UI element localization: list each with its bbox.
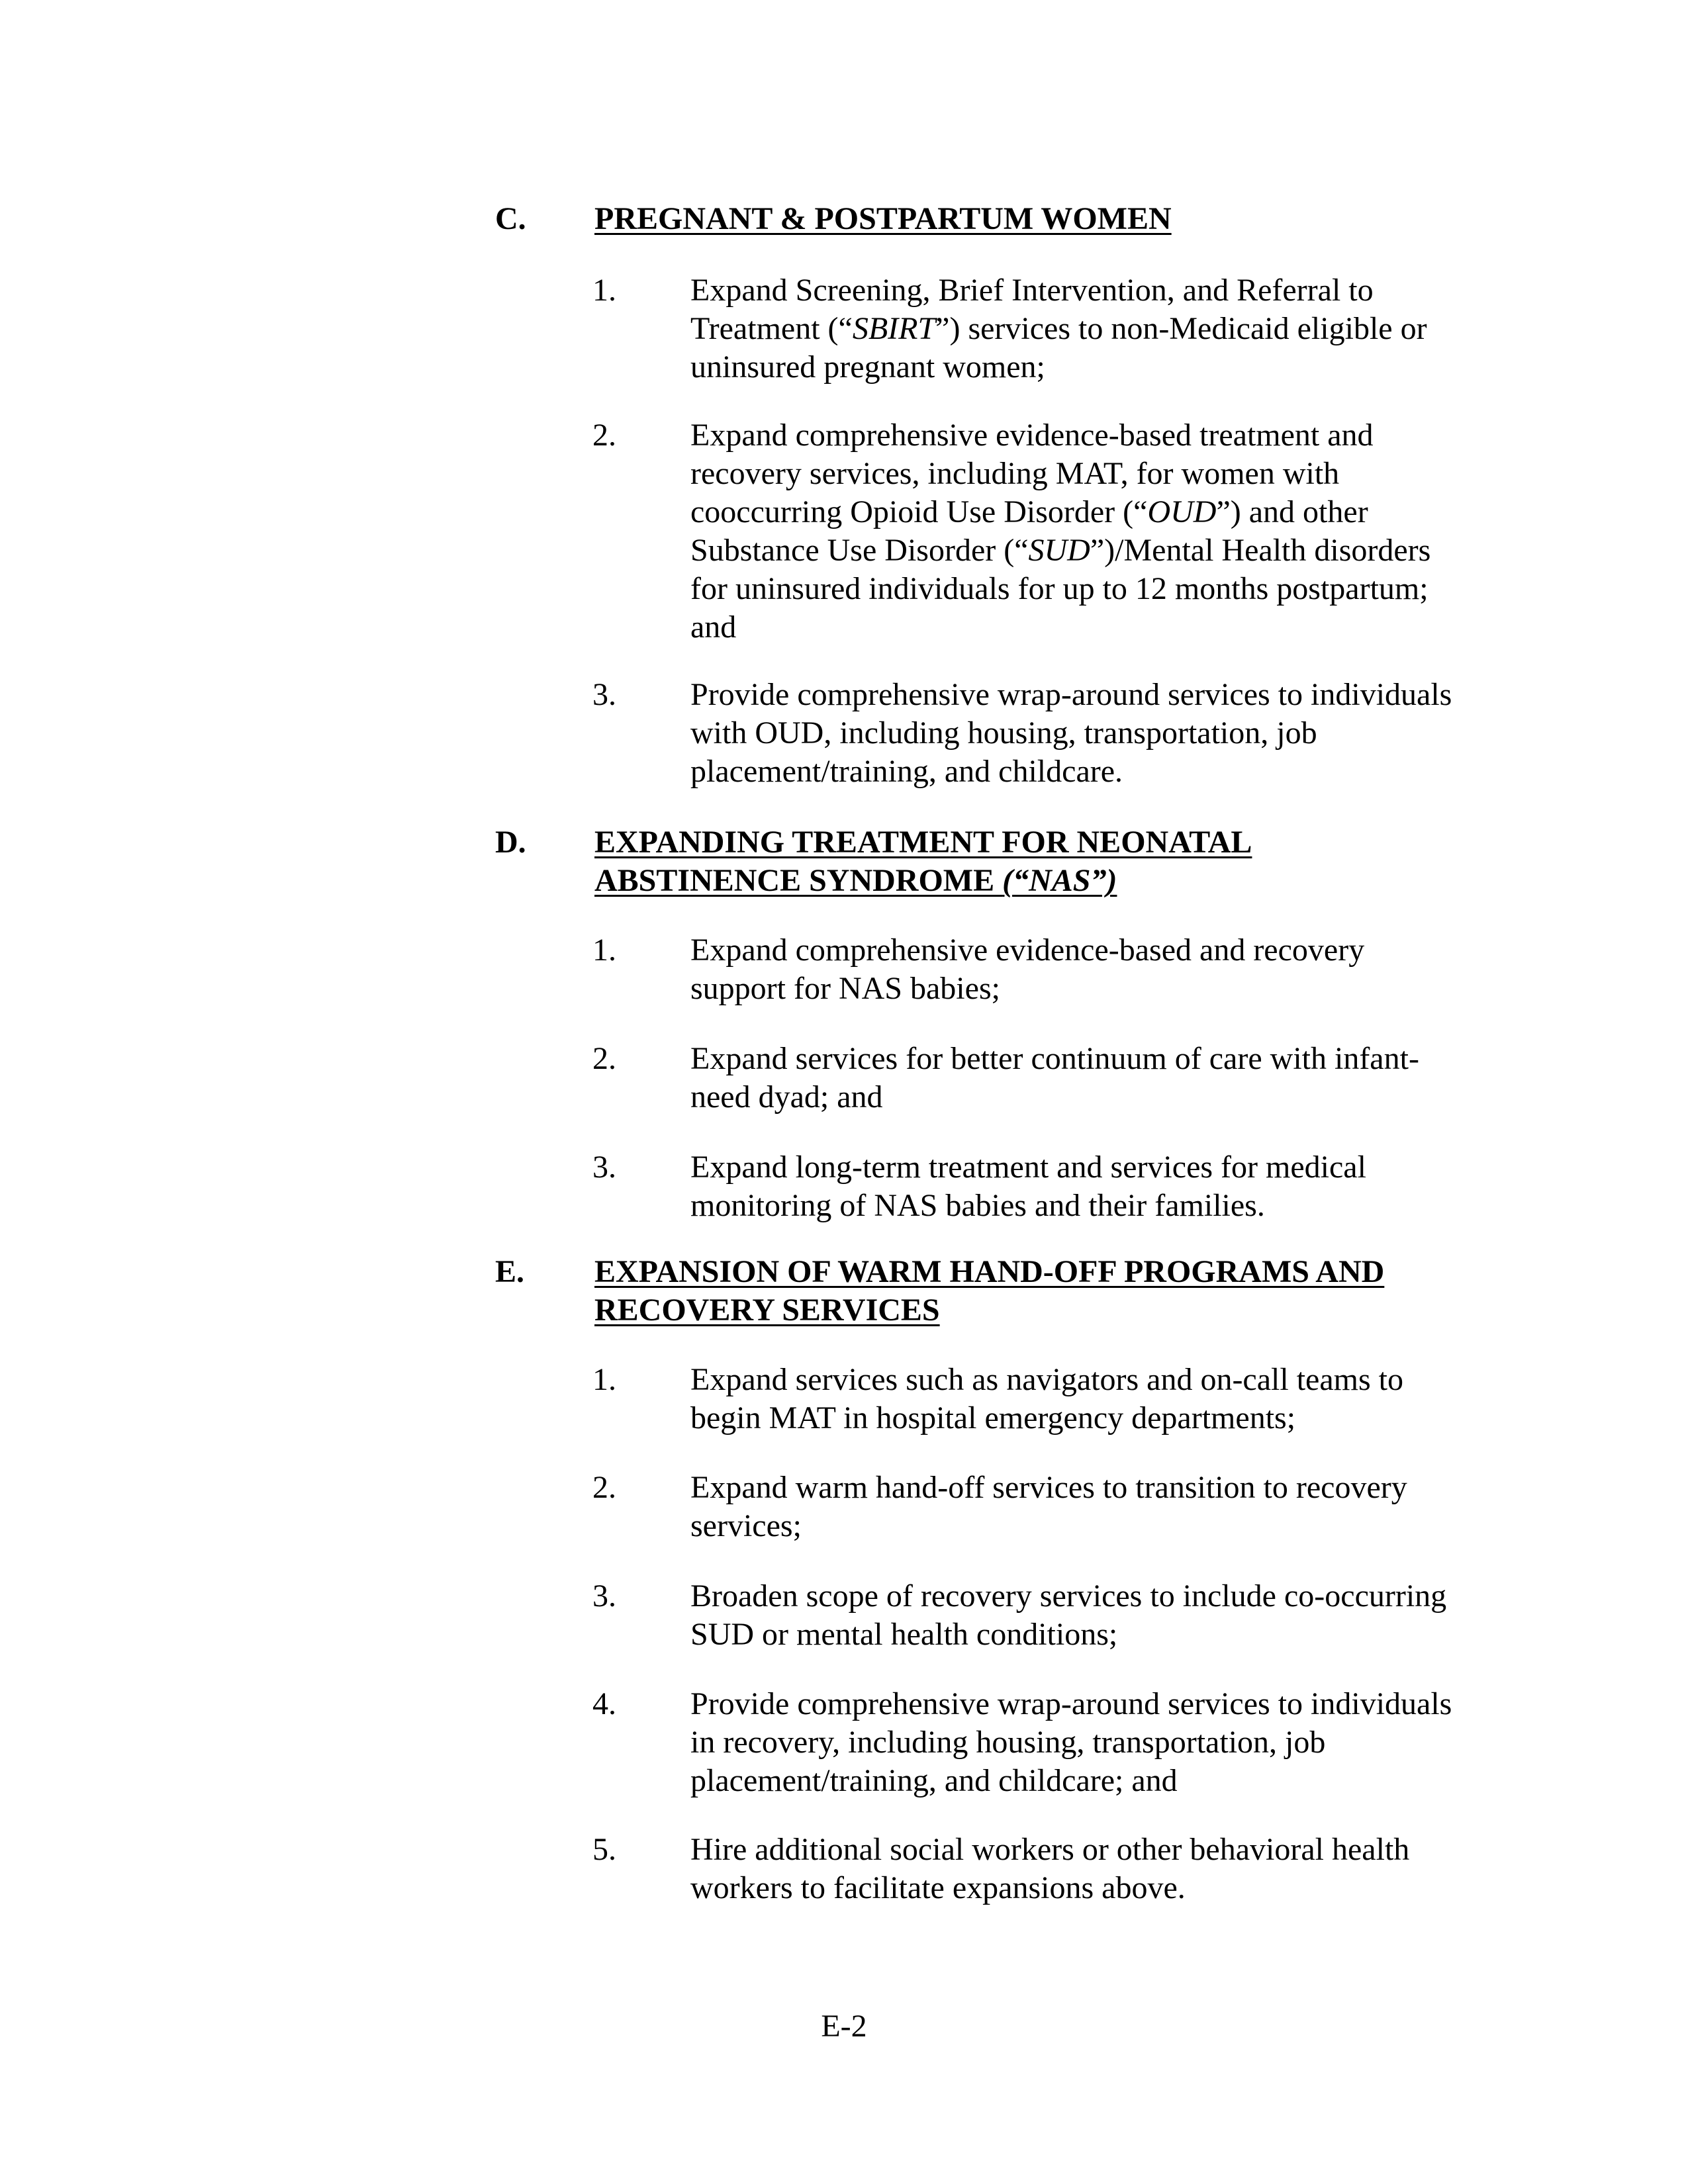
item-text bbox=[690, 1148, 1485, 1225]
item-line: Expand services such as navigators and on-call teams to bbox=[690, 1362, 1403, 1397]
item-line: for uninsured individuals for up to 12 months postpartum; bbox=[690, 571, 1429, 606]
item-line: Expand comprehensive evidence-based treatment and bbox=[690, 418, 1374, 453]
item-number: 3. bbox=[592, 1578, 616, 1614]
section-letter: D. bbox=[495, 825, 526, 860]
item-number: 1. bbox=[592, 1362, 616, 1397]
section-title-line: EXPANDING TREATMENT FOR NEONATAL bbox=[594, 825, 1252, 860]
item-text bbox=[690, 1040, 1485, 1116]
item-line: Hire additional social workers or other behavioral health bbox=[690, 1832, 1410, 1867]
item-text bbox=[690, 1685, 1485, 1800]
item-number: 3. bbox=[592, 677, 616, 712]
item-number: 1. bbox=[592, 933, 616, 968]
item-text bbox=[690, 416, 1485, 647]
item-text bbox=[690, 1831, 1485, 1907]
item-line: Expand long-term treatment and services for medical bbox=[690, 1150, 1366, 1185]
item-line: monitoring of NAS babies and their families. bbox=[690, 1188, 1265, 1223]
item-line: need dyad; and bbox=[690, 1079, 883, 1115]
item-number: 2. bbox=[592, 1041, 616, 1076]
section-title bbox=[594, 1253, 1521, 1330]
item-line: Expand comprehensive evidence-based and recovery bbox=[690, 933, 1365, 968]
item-number: 2. bbox=[592, 1470, 616, 1505]
item-text bbox=[690, 1577, 1485, 1654]
item-line: Broaden scope of recovery services to include co-occurring bbox=[690, 1578, 1447, 1614]
item-line: cooccurring Opioid Use Disorder (“OUD”) and other bbox=[690, 494, 1368, 529]
item-line: placement/training, and childcare. bbox=[690, 754, 1123, 789]
section-title-line: ABSTINENCE SYNDROME (“NAS”) bbox=[594, 863, 1117, 898]
item-line: in recovery, including housing, transportation, job bbox=[690, 1725, 1326, 1760]
item-text bbox=[690, 1469, 1485, 1545]
item-line: Expand Screening, Brief Intervention, and Referral to bbox=[690, 273, 1374, 308]
item-line: Provide comprehensive wrap-around services to individuals bbox=[690, 1686, 1452, 1721]
section-letter: C. bbox=[495, 201, 526, 236]
item-line: workers to facilitate expansions above. bbox=[690, 1870, 1186, 1905]
section-letter: E. bbox=[495, 1254, 525, 1289]
item-line: with OUD, including housing, transportation, job bbox=[690, 715, 1317, 751]
item-line: and bbox=[690, 610, 737, 645]
item-line: begin MAT in hospital emergency departments; bbox=[690, 1400, 1296, 1435]
section-title bbox=[594, 823, 1521, 900]
item-text bbox=[690, 931, 1485, 1008]
item-line: placement/training, and childcare; and bbox=[690, 1763, 1178, 1798]
item-number: 5. bbox=[592, 1832, 616, 1867]
item-text bbox=[690, 676, 1485, 791]
item-line: Expand warm hand-off services to transition to recovery bbox=[690, 1470, 1407, 1505]
item-line: support for NAS babies; bbox=[690, 971, 1000, 1006]
item-line: Provide comprehensive wrap-around services to individuals bbox=[690, 677, 1452, 712]
item-line: Substance Use Disorder (“SUD”)/Mental Health disorders bbox=[690, 533, 1431, 568]
section-title-line: RECOVERY SERVICES bbox=[594, 1293, 940, 1328]
item-number: 4. bbox=[592, 1686, 616, 1721]
page-number: E-2 bbox=[821, 2009, 867, 2044]
section-title-line: EXPANSION OF WARM HAND-OFF PROGRAMS AND bbox=[594, 1254, 1385, 1289]
item-number: 1. bbox=[592, 273, 616, 308]
item-line: recovery services, including MAT, for women with bbox=[690, 456, 1340, 491]
item-number: 2. bbox=[592, 418, 616, 453]
item-line: services; bbox=[690, 1508, 802, 1543]
item-line: Treatment (“SBIRT”) services to non-Medicaid eligible or bbox=[690, 311, 1427, 346]
item-number: 3. bbox=[592, 1150, 616, 1185]
item-line: SUD or mental health conditions; bbox=[690, 1617, 1118, 1652]
item-text bbox=[690, 1361, 1485, 1437]
item-line: uninsured pregnant women; bbox=[690, 349, 1045, 385]
item-text bbox=[690, 271, 1485, 387]
item-line: Expand services for better continuum of care with infant- bbox=[690, 1041, 1419, 1076]
section-title: PREGNANT & POSTPARTUM WOMEN bbox=[594, 201, 1172, 236]
